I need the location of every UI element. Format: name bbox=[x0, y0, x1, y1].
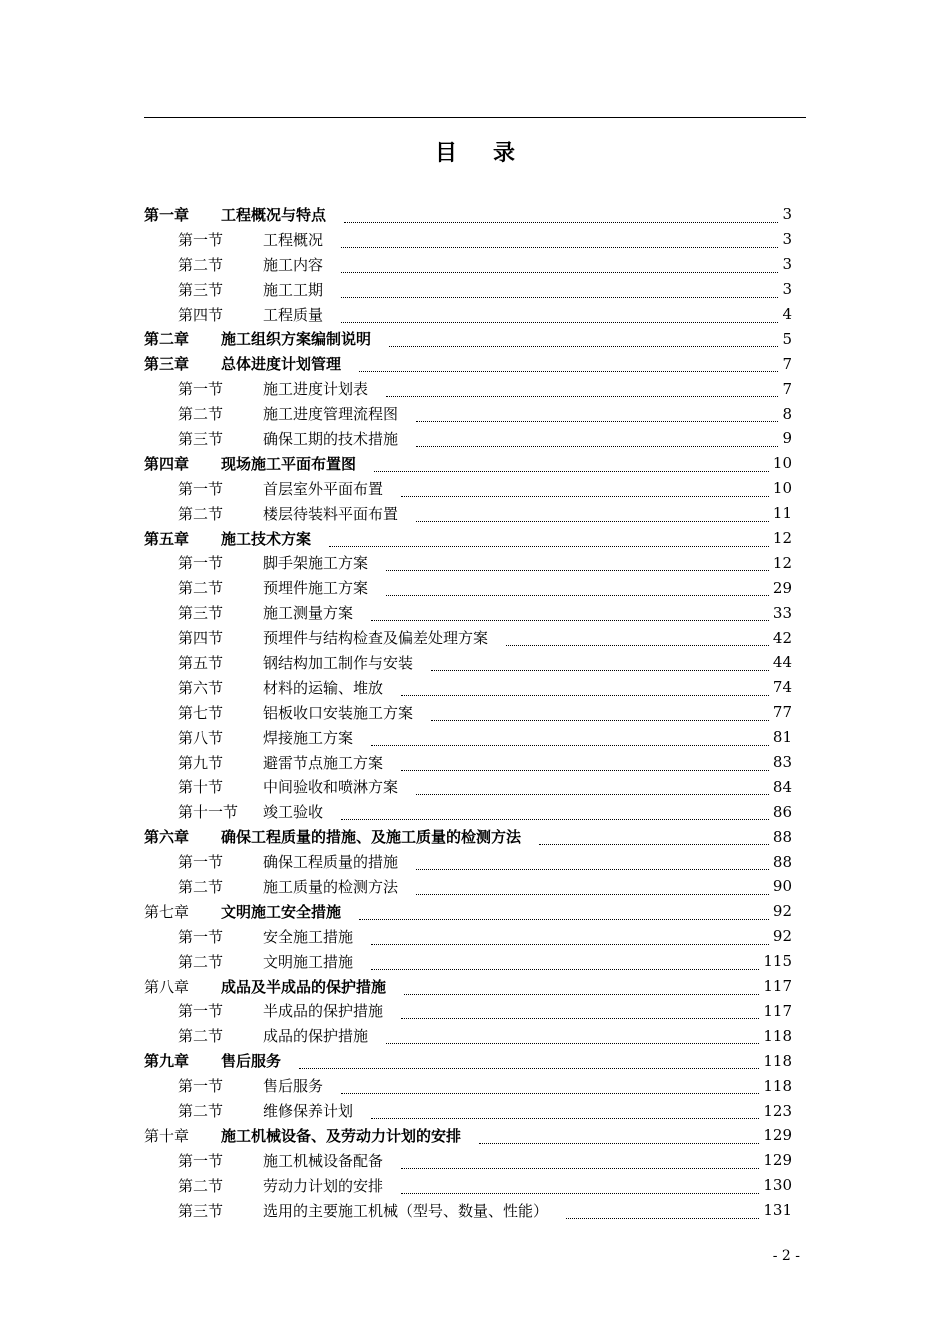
toc-entry-title: 楼层待装料平面布置 bbox=[263, 504, 399, 523]
toc-entry-page: 90 bbox=[772, 877, 792, 896]
toc-section-entry[interactable] bbox=[144, 1173, 792, 1198]
toc-chapter-entry[interactable] bbox=[144, 202, 792, 227]
toc-dot-leader bbox=[341, 235, 778, 248]
toc-section-entry[interactable] bbox=[144, 1148, 792, 1173]
toc-section-entry[interactable] bbox=[144, 750, 792, 775]
toc-entry-page: 117 bbox=[763, 1001, 792, 1020]
toc-dot-leader bbox=[479, 1131, 759, 1144]
title-char-2: 录 bbox=[492, 140, 515, 166]
toc-entry-number: 第六章 bbox=[144, 828, 190, 847]
toc-entry-number: 第四节 bbox=[178, 305, 224, 324]
toc-entry-title: 施工进度管理流程图 bbox=[263, 405, 399, 424]
toc-entry-number: 第十章 bbox=[144, 1126, 190, 1145]
toc-entry-page: 3 bbox=[782, 230, 792, 249]
toc-dot-leader bbox=[416, 434, 778, 447]
toc-dot-leader bbox=[404, 982, 759, 995]
toc-entry-number: 第一节 bbox=[178, 554, 224, 573]
toc-entry-number: 第一节 bbox=[178, 479, 224, 498]
toc-chapter-entry[interactable] bbox=[144, 326, 792, 351]
page-number-footer: - 2 - bbox=[772, 1248, 800, 1264]
toc-entry-title: 焊接施工方案 bbox=[263, 728, 354, 747]
toc-entry-number: 第二节 bbox=[178, 1102, 224, 1120]
toc-section-entry[interactable] bbox=[144, 675, 792, 700]
toc-entry-number: 第二章 bbox=[144, 330, 190, 349]
toc-entry-number: 第二节 bbox=[178, 1027, 224, 1046]
toc-entry-page: 129 bbox=[763, 1151, 792, 1170]
toc-entry-number: 第一节 bbox=[178, 927, 224, 946]
toc-entry-number: 第三节 bbox=[178, 429, 224, 448]
toc-entry-title: 铝板收口安装施工方案 bbox=[263, 703, 414, 722]
toc-entry-page: 86 bbox=[772, 802, 792, 821]
toc-entry-title: 劳动力计划的安排 bbox=[263, 1176, 384, 1195]
toc-dot-leader bbox=[416, 882, 769, 895]
toc-entry-title: 确保工程质量的措施、及施工质量的检测方法 bbox=[221, 828, 522, 847]
toc-entry-title: 首层室外平面布置 bbox=[263, 479, 384, 498]
toc-entry-page: 12 bbox=[772, 553, 792, 572]
toc-dot-leader bbox=[386, 583, 769, 596]
header-rule bbox=[144, 117, 806, 118]
toc-entry-page: 88 bbox=[772, 852, 792, 871]
toc-entry-title: 工程质量 bbox=[263, 305, 324, 324]
toc-entry-title: 售后服务 bbox=[221, 1052, 282, 1071]
toc-entry-number: 第二节 bbox=[178, 504, 224, 523]
toc-section-entry[interactable] bbox=[144, 625, 792, 650]
toc-entry-page: 44 bbox=[772, 653, 792, 672]
title-char-1: 目 bbox=[434, 140, 457, 166]
toc-entry-page: 4 bbox=[782, 305, 792, 323]
toc-entry-title: 施工工期 bbox=[263, 280, 324, 299]
toc-section-entry[interactable] bbox=[144, 849, 792, 874]
toc-section-entry[interactable] bbox=[144, 799, 792, 824]
toc-entry-number: 第七章 bbox=[144, 902, 190, 921]
toc-dot-leader bbox=[401, 1181, 759, 1194]
toc-entry-title: 施工质量的检测方法 bbox=[263, 877, 399, 896]
toc-entry-title: 材料的运输、堆放 bbox=[263, 678, 384, 697]
toc-dot-leader bbox=[386, 1031, 759, 1044]
toc-dot-leader bbox=[566, 1206, 759, 1219]
toc-section-entry[interactable] bbox=[144, 401, 792, 426]
toc-dot-leader bbox=[386, 384, 778, 397]
toc-entry-page: 81 bbox=[772, 728, 792, 747]
toc-entry-title: 选用的主要施工机械（型号、数量、性能） bbox=[263, 1201, 549, 1220]
toc-entry-page: 92 bbox=[772, 927, 792, 946]
toc-dot-leader bbox=[416, 782, 769, 795]
toc-entry-title: 确保工程质量的措施 bbox=[263, 853, 399, 872]
toc-dot-leader bbox=[401, 1006, 759, 1019]
toc-entry-title: 预埋件与结构检查及偏差处理方案 bbox=[263, 629, 489, 648]
toc-entry-page: 3 bbox=[782, 205, 792, 224]
toc-dot-leader bbox=[416, 509, 769, 522]
toc-entry-number: 第一节 bbox=[178, 380, 224, 399]
toc-section-entry[interactable] bbox=[144, 426, 792, 451]
toc-dot-leader bbox=[401, 758, 769, 771]
toc-chapter-entry[interactable] bbox=[144, 351, 792, 376]
toc-entry-title: 确保工期的技术措施 bbox=[263, 429, 399, 448]
toc-dot-leader bbox=[374, 459, 769, 472]
toc-entry-number: 第九节 bbox=[178, 753, 224, 772]
toc-entry-page: 33 bbox=[772, 603, 792, 622]
toc-dot-leader bbox=[299, 1056, 759, 1069]
toc-dot-leader bbox=[359, 907, 769, 920]
toc-entry-title: 竣工验收 bbox=[263, 803, 324, 822]
toc-dot-leader bbox=[341, 1081, 759, 1094]
toc-dot-leader bbox=[344, 210, 778, 223]
toc-entry-title: 施工机械设备、及劳动力计划的安排 bbox=[221, 1126, 462, 1145]
toc-entry-number: 第九章 bbox=[144, 1052, 190, 1071]
toc-chapter-entry[interactable] bbox=[144, 1048, 792, 1073]
toc-section-entry[interactable] bbox=[144, 227, 792, 252]
toc-entry-page: 117 bbox=[763, 977, 792, 996]
toc-dot-leader bbox=[359, 359, 778, 372]
toc-entry-number: 第二节 bbox=[178, 255, 224, 274]
toc-section-entry[interactable] bbox=[144, 277, 792, 302]
toc-entry-number: 第五节 bbox=[178, 653, 224, 672]
toc-entry-title: 文明施工安全措施 bbox=[221, 902, 342, 921]
toc-entry-page: 29 bbox=[772, 578, 792, 597]
toc-entry-title: 中间验收和喷淋方案 bbox=[263, 778, 399, 797]
toc-dot-leader bbox=[341, 285, 778, 298]
toc-entry-page: 10 bbox=[772, 479, 792, 498]
toc-dot-leader bbox=[341, 807, 769, 820]
toc-chapter-entry[interactable] bbox=[144, 899, 792, 924]
toc-section-entry[interactable] bbox=[144, 949, 792, 974]
toc-section-entry[interactable] bbox=[144, 1198, 792, 1223]
toc-entry-number: 第二节 bbox=[178, 1176, 224, 1195]
toc-entry-page: 84 bbox=[772, 777, 792, 796]
toc-entry-number: 第一节 bbox=[178, 1077, 224, 1096]
toc-entry-title: 施工内容 bbox=[263, 255, 324, 274]
toc-dot-leader bbox=[431, 658, 769, 671]
toc-entry-page: 118 bbox=[763, 1051, 792, 1070]
toc-chapter-entry[interactable] bbox=[144, 1123, 792, 1148]
toc-section-entry[interactable] bbox=[144, 725, 792, 750]
toc-entry-page: 12 bbox=[772, 529, 792, 548]
toc-entry-page: 131 bbox=[763, 1201, 792, 1220]
toc-entry-page: 9 bbox=[782, 429, 792, 448]
toc-dot-leader bbox=[401, 683, 769, 696]
toc-entry-title: 施工测量方案 bbox=[263, 604, 354, 623]
toc-entry-number: 第五章 bbox=[144, 529, 190, 548]
toc-entry-title: 工程概况 bbox=[263, 230, 324, 249]
toc-section-entry[interactable] bbox=[144, 376, 792, 401]
toc-section-entry[interactable] bbox=[144, 774, 792, 799]
toc-entry-page: 115 bbox=[763, 952, 792, 971]
toc-section-entry[interactable] bbox=[144, 650, 792, 675]
toc-dot-leader bbox=[371, 733, 769, 746]
toc-entry-number: 第二节 bbox=[178, 579, 224, 598]
toc-dot-leader bbox=[341, 260, 778, 273]
toc-entry-page: 42 bbox=[772, 628, 792, 647]
toc-section-entry[interactable] bbox=[144, 1098, 792, 1123]
toc-entry-page: 11 bbox=[772, 504, 792, 523]
toc-entry-number: 第十节 bbox=[178, 778, 224, 797]
table-of-contents bbox=[144, 202, 792, 1223]
toc-entry-title: 现场施工平面布置图 bbox=[221, 454, 357, 473]
toc-entry-page: 118 bbox=[763, 1026, 792, 1045]
toc-entry-page: 88 bbox=[772, 827, 792, 846]
toc-dot-leader bbox=[401, 484, 769, 497]
toc-section-entry[interactable] bbox=[144, 575, 792, 600]
toc-entry-number: 第八节 bbox=[178, 728, 224, 747]
toc-entry-number: 第四章 bbox=[144, 454, 190, 473]
toc-entry-page: 10 bbox=[772, 454, 792, 473]
toc-entry-number: 第三章 bbox=[144, 355, 190, 374]
toc-section-entry[interactable] bbox=[144, 476, 792, 501]
toc-entry-number: 第三节 bbox=[178, 604, 224, 623]
toc-section-entry[interactable] bbox=[144, 700, 792, 725]
toc-dot-leader bbox=[416, 857, 769, 870]
toc-chapter-entry[interactable] bbox=[144, 974, 792, 999]
toc-entry-title: 工程概况与特点 bbox=[221, 205, 327, 224]
toc-dot-leader bbox=[539, 832, 769, 845]
toc-section-entry[interactable] bbox=[144, 302, 792, 327]
toc-entry-number: 第七节 bbox=[178, 703, 224, 722]
toc-dot-leader bbox=[371, 1106, 759, 1119]
toc-dot-leader bbox=[371, 957, 759, 970]
toc-entry-page: 3 bbox=[782, 280, 792, 299]
toc-section-entry[interactable] bbox=[144, 924, 792, 949]
toc-dot-leader bbox=[431, 708, 769, 721]
toc-entry-number: 第一章 bbox=[144, 205, 190, 224]
toc-entry-page: 130 bbox=[763, 1176, 792, 1195]
toc-dot-leader bbox=[506, 633, 769, 646]
toc-entry-title: 成品及半成品的保护措施 bbox=[221, 977, 387, 996]
toc-dot-leader bbox=[371, 608, 769, 621]
toc-entry-page: 118 bbox=[763, 1076, 792, 1095]
toc-entry-page: 92 bbox=[772, 902, 792, 921]
toc-entry-title: 安全施工措施 bbox=[263, 927, 354, 946]
toc-dot-leader bbox=[416, 409, 778, 422]
toc-section-entry[interactable] bbox=[144, 1023, 792, 1048]
toc-entry-page: 3 bbox=[782, 255, 792, 274]
toc-dot-leader bbox=[329, 534, 769, 547]
toc-entry-page: 8 bbox=[782, 404, 792, 423]
toc-entry-title: 文明施工措施 bbox=[263, 952, 354, 971]
toc-entry-number: 第一节 bbox=[178, 230, 224, 249]
toc-entry-number: 第二节 bbox=[178, 405, 224, 424]
toc-entry-number: 第三节 bbox=[178, 1201, 224, 1220]
toc-section-entry[interactable] bbox=[144, 1073, 792, 1098]
toc-entry-page: 74 bbox=[772, 678, 792, 697]
toc-dot-leader bbox=[386, 558, 769, 571]
toc-entry-page: 123 bbox=[763, 1101, 792, 1120]
toc-entry-number: 第二节 bbox=[178, 877, 224, 896]
toc-entry-title: 施工进度计划表 bbox=[263, 380, 369, 399]
toc-entry-page: 83 bbox=[772, 753, 792, 772]
toc-entry-number: 第八章 bbox=[144, 977, 190, 996]
toc-entry-number: 第四节 bbox=[178, 629, 224, 648]
toc-section-entry[interactable] bbox=[144, 501, 792, 526]
toc-entry-number: 第一节 bbox=[178, 1002, 224, 1021]
toc-chapter-entry[interactable] bbox=[144, 451, 792, 476]
toc-entry-title: 脚手架施工方案 bbox=[263, 554, 369, 573]
toc-section-entry[interactable] bbox=[144, 600, 792, 625]
toc-chapter-entry[interactable] bbox=[144, 824, 792, 849]
toc-section-entry[interactable] bbox=[144, 874, 792, 899]
toc-dot-leader bbox=[401, 1156, 759, 1169]
toc-dot-leader bbox=[371, 932, 769, 945]
toc-entry-number: 第一节 bbox=[178, 853, 224, 872]
toc-entry-title: 维修保养计划 bbox=[263, 1102, 354, 1120]
toc-entry-title: 钢结构加工制作与安装 bbox=[263, 653, 414, 672]
toc-entry-title: 半成品的保护措施 bbox=[263, 1002, 384, 1021]
toc-entry-title: 售后服务 bbox=[263, 1077, 324, 1096]
toc-entry-page: 7 bbox=[782, 354, 792, 373]
toc-section-entry[interactable] bbox=[144, 550, 792, 575]
toc-entry-title: 施工机械设备配备 bbox=[263, 1151, 384, 1170]
toc-entry-page: 5 bbox=[782, 329, 792, 348]
toc-dot-leader bbox=[341, 310, 778, 323]
toc-entry-number: 第六节 bbox=[178, 678, 224, 697]
toc-dot-leader bbox=[389, 334, 778, 347]
toc-entry-title: 施工技术方案 bbox=[221, 529, 312, 548]
toc-chapter-entry[interactable] bbox=[144, 526, 792, 551]
page-title bbox=[0, 136, 950, 167]
toc-section-entry[interactable] bbox=[144, 999, 792, 1024]
toc-entry-title: 施工组织方案编制说明 bbox=[221, 330, 372, 349]
toc-entry-title: 成品的保护措施 bbox=[263, 1027, 369, 1046]
toc-entry-title: 避雷节点施工方案 bbox=[263, 753, 384, 772]
toc-section-entry[interactable] bbox=[144, 252, 792, 277]
toc-entry-page: 77 bbox=[772, 703, 792, 722]
toc-entry-number: 第二节 bbox=[178, 952, 224, 971]
toc-entry-page: 7 bbox=[782, 379, 792, 398]
toc-entry-page: 129 bbox=[763, 1126, 792, 1145]
toc-entry-number: 第一节 bbox=[178, 1151, 224, 1170]
toc-entry-title: 预埋件施工方案 bbox=[263, 579, 369, 598]
toc-entry-title: 总体进度计划管理 bbox=[221, 355, 342, 374]
toc-entry-number: 第三节 bbox=[178, 280, 224, 299]
toc-entry-number: 第十一节 bbox=[178, 803, 239, 822]
